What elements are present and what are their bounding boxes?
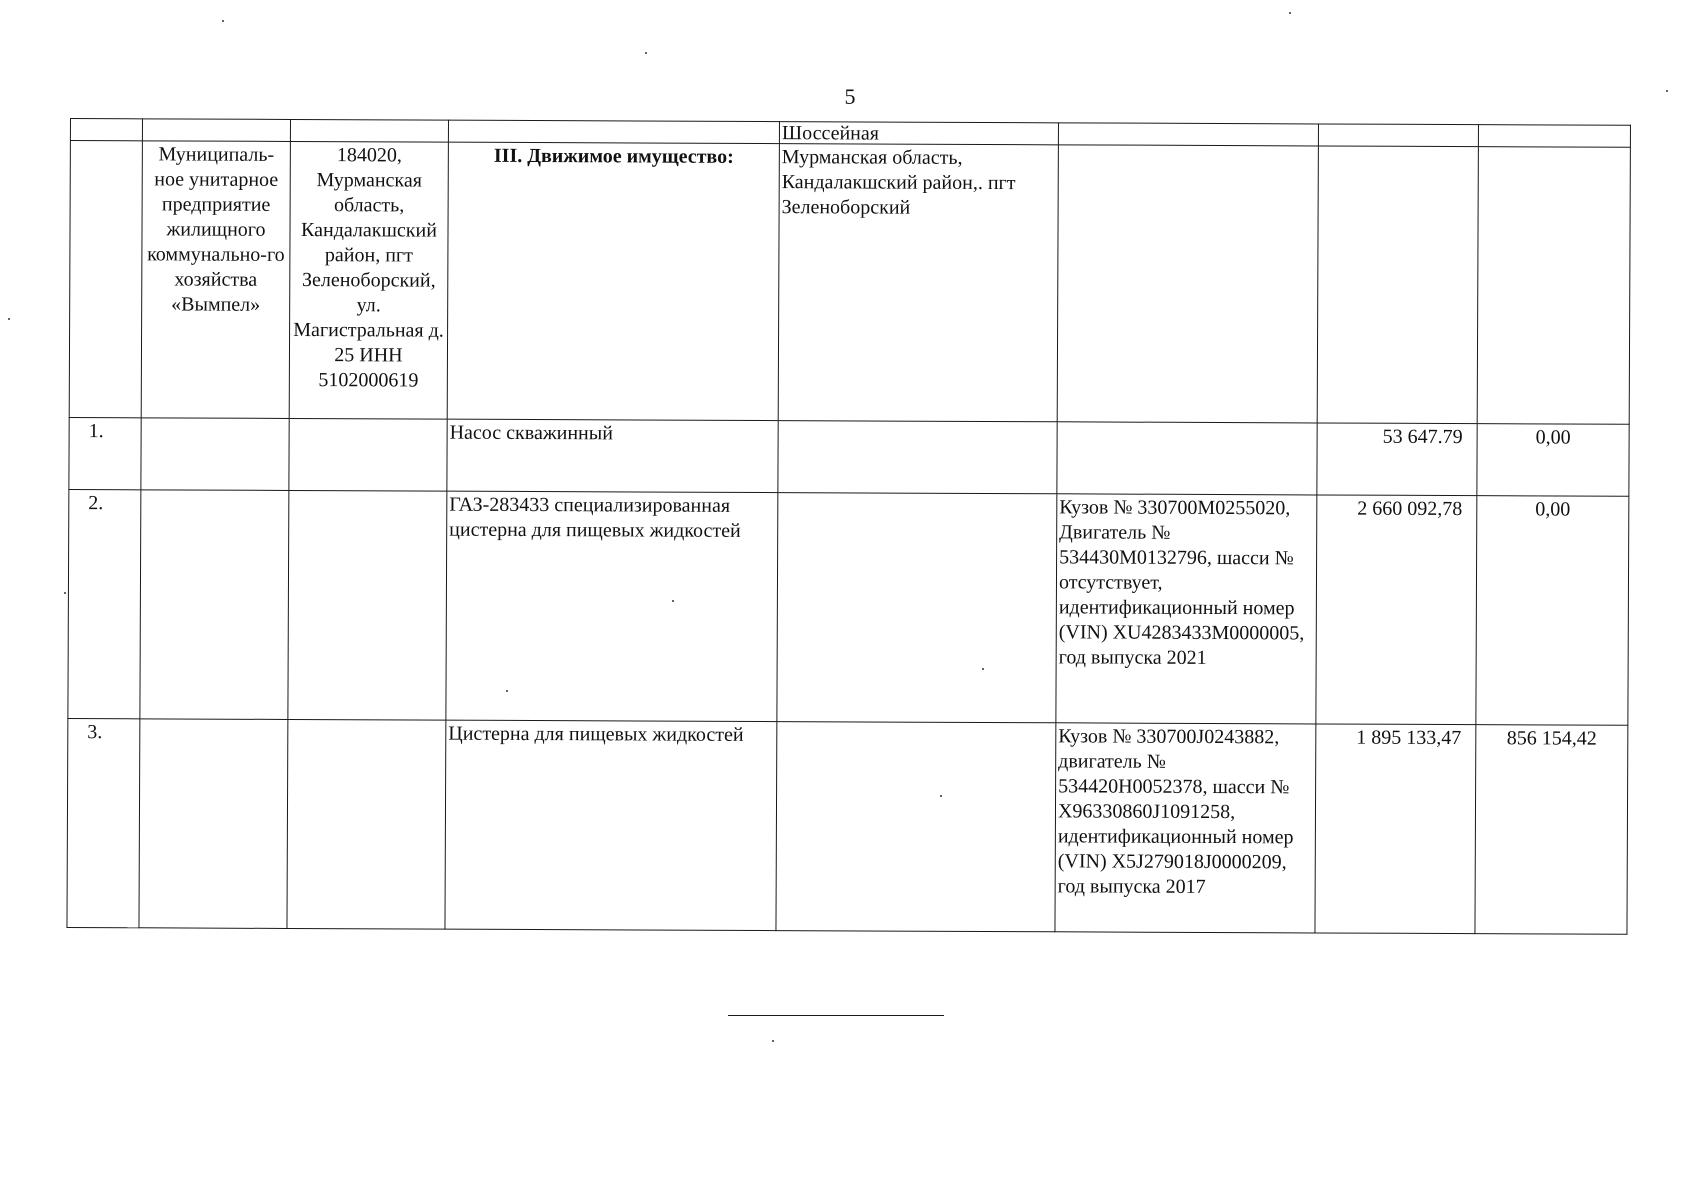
scan-speck — [222, 20, 224, 22]
scan-speck — [982, 668, 984, 670]
scan-speck — [1289, 12, 1291, 14]
cell-empty — [448, 120, 779, 143]
scan-speck — [64, 592, 66, 594]
address-continuation: Шоссейная — [779, 122, 1058, 145]
cell-empty — [290, 119, 448, 142]
organization-name: Муниципаль-ное унитарное предприятие жилищного коммунально-го хозяйства «Вымпел» — [141, 141, 290, 419]
item-residual: 0,00 — [1476, 496, 1629, 726]
section-heading: III. Движимое имущество: — [447, 142, 779, 420]
item-residual: 856 154,42 — [1475, 725, 1628, 935]
scan-speck — [1666, 90, 1668, 92]
item-value: 2 660 092,78 — [1316, 495, 1477, 725]
footer-separator-line — [728, 1015, 944, 1016]
cell-empty — [1478, 125, 1630, 148]
row-index: 3. — [67, 718, 140, 927]
row-index: 2. — [68, 489, 141, 718]
item-name: Цистерна для пищевых жидкостей — [445, 720, 777, 930]
organization-details: 184020, Мурманская область, Кандалакшский район, пгт Зеленоборский, ул. Магистральная д. 25 ИНН 5102000619 — [289, 141, 448, 419]
scan-speck — [8, 318, 10, 320]
item-details — [1057, 422, 1317, 495]
scan-speck — [940, 795, 942, 797]
cell-empty — [1058, 123, 1318, 146]
item-name: Насос скважинный — [447, 419, 778, 492]
cell-empty — [777, 493, 1057, 723]
cell-empty — [288, 490, 447, 720]
cell-empty — [142, 119, 290, 142]
cell-empty — [1477, 147, 1630, 425]
cell-empty — [69, 141, 142, 418]
item-details: Кузов № 330700М0255020, Двигатель № 534430М0132796, шасси № отсутствует, идентификационный номер (VIN) XU4283433M0000005, год выпуска 2021 — [1056, 494, 1317, 724]
table-row-organization — [69, 141, 1630, 425]
item-residual: 0,00 — [1477, 424, 1629, 497]
table-row — [67, 718, 1628, 934]
item-value: 1 895 133,47 — [1315, 724, 1476, 934]
cell-empty — [141, 418, 289, 491]
cell-empty — [1317, 146, 1478, 424]
cell-empty — [287, 719, 446, 929]
cell-empty — [1057, 145, 1318, 423]
row-index: 1. — [69, 417, 141, 489]
cell-empty — [289, 418, 447, 491]
item-value: 53 647.79 — [1317, 423, 1477, 496]
scan-speck — [506, 690, 508, 692]
scan-speck — [645, 52, 647, 54]
cell-empty — [1318, 124, 1478, 147]
item-name: ГАЗ-283433 специализированная цистерна для пищевых жидкостей — [446, 491, 778, 721]
cell-empty — [776, 722, 1056, 932]
cell-empty — [140, 490, 289, 720]
property-registry-table — [66, 118, 1631, 935]
scan-speck — [772, 1040, 774, 1042]
cell-empty — [70, 119, 142, 141]
table-row — [69, 417, 1629, 496]
table-row — [68, 489, 1629, 725]
page-number: 5 — [844, 84, 856, 109]
cell-empty — [778, 421, 1057, 494]
item-details: Кузов № 330700J0243882, двигатель № 534420Н0052378, шасси № Х96330860J1091258, идентификационный номер (VIN) X5J279018J0000209, год выпуска 2017 — [1055, 723, 1316, 933]
scan-speck — [672, 600, 674, 602]
organization-address: Мурманская область, Кандалакшский район,. пгт Зеленоборский — [778, 144, 1058, 422]
cell-empty — [139, 719, 288, 929]
